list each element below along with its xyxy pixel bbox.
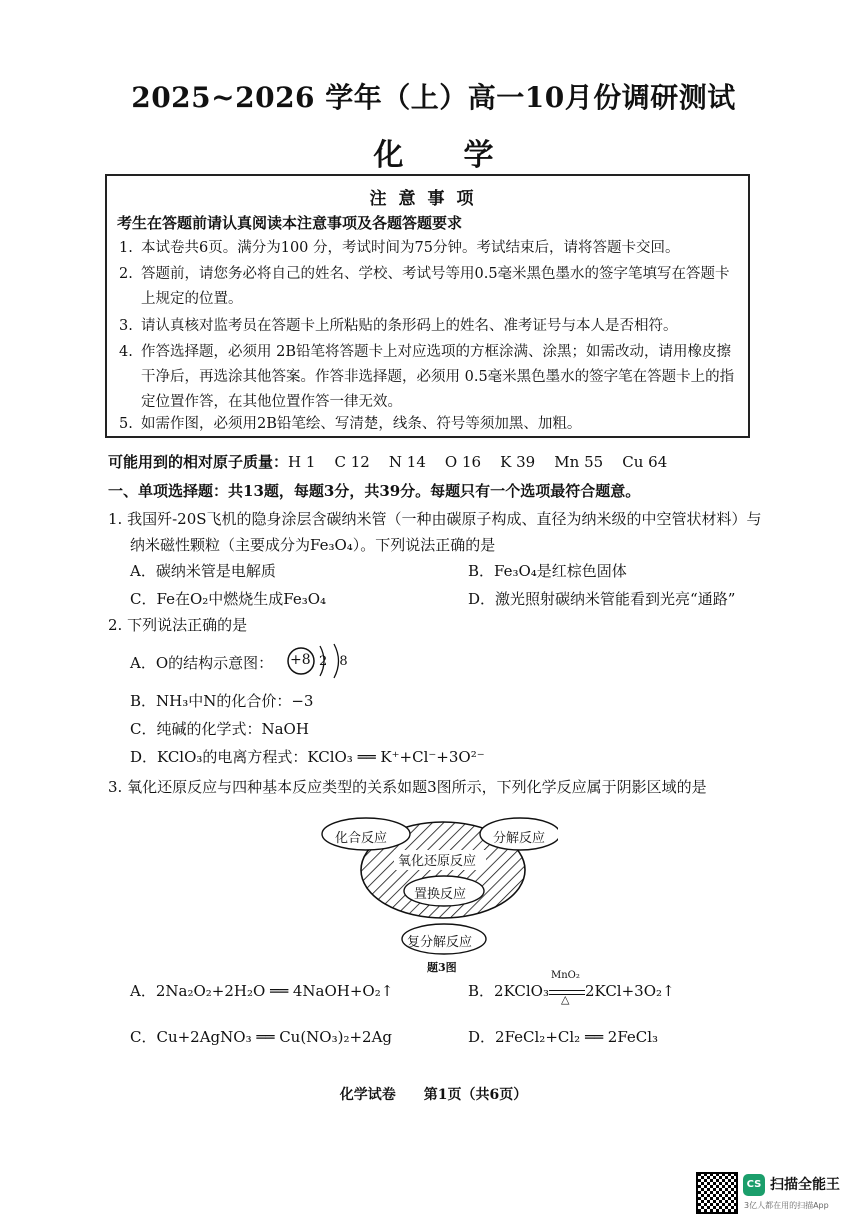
notice-item [119,314,741,339]
notice-item-text: 答题前，请您务必将自己的姓名、学校、考试号等用0.5毫米黑色墨水的签字笔填写在答题卡上规定的位置。 [141,266,730,307]
notice-item-num: 1. [119,240,133,256]
question-1 [108,506,788,532]
camscanner-logo: CS [743,1174,765,1196]
camscanner-name: 扫描全能王 [770,1177,840,1193]
q2-option-b: B．NH₃中N的化合价：−3 [130,692,314,710]
notice-item-text: 请认真核对监考员在答题卡上所粘贴的条形码上的姓名、准考证号与本人是否相符。 [141,318,678,334]
notice-item-num: 5. [119,416,133,432]
question-stem: 我国歼-20S飞机的隐身涂层含碳纳米管（一种由碳原子构成、直径为纳米级的中空管状材料）与 [127,510,762,528]
camscanner-tagline: 3亿人都在用的扫描App [744,1201,829,1210]
notice-heading: 注意事项 [369,189,486,209]
question-3 [108,774,707,800]
notice-intro: 考生在答题前请认真阅读本注意事项及各题答题要求 [117,214,463,232]
exam-title: 2025~2026 学年（上）高一10月份调研测试 [131,81,736,114]
q3-option-b-reactant: B．2KClO₃ [468,982,549,1000]
atomic-masses-label: 可能用到的相对原子质量： [108,453,289,471]
notice-item-text: 本试卷共6页。满分为100 分，考试时间为75分钟。考试结束后，请将答题卡交回。 [141,240,680,256]
notice-box [105,174,750,438]
q2-option-d: D．KClO₃的电离方程式：KClO₃ ══ K⁺+Cl⁻+3O²⁻ [130,748,485,766]
q1-option-a: A．碳纳米管是电解质 [130,562,276,580]
q1-option-c: C．Fe在O₂中燃烧生成Fe₃O₄ [130,590,327,608]
section-heading: 一、单项选择题：共13题，每题3分，共39分。每题只有一个选项最符合题意。 [108,482,641,500]
question-stem: 氧化还原反应与四种基本反应类型的关系如题3图所示，下列化学反应属于阴影区域的是 [127,778,707,796]
q3-option-b [468,970,675,1006]
nucleus-charge: +8 [290,652,311,668]
question-2 [108,612,247,638]
electron-shells: 2 8 [319,654,352,669]
double-decomposition-label: 复分解反应 [407,935,473,950]
q2-option-a: A．O的结构示意图： [130,654,274,672]
q3-option-b-product: 2KCl+3O₂↑ [584,982,675,1000]
question-1-stem-line2: 纳米磁性颗粒（主要成分为Fe₃O₄）。下列说法正确的是 [130,536,496,554]
figure-caption: 题3图 [427,961,457,974]
page-footer [0,1084,867,1104]
notice-item-num: 3. [119,318,133,334]
notice-item-num: 4. [119,344,133,360]
notice-item-num: 2. [119,266,133,282]
redox-label: 氧化还原反应 [398,854,477,869]
displacement-label: 置换反应 [414,887,467,902]
notice-item-text: 如需作图，必须用2B铅笔绘、写清楚，线条、符号等须加黑、加粗。 [141,416,582,432]
catalyst-label: MnO₂ [550,970,580,981]
reaction-condition [549,970,585,1006]
notice-item-text: 作答选择题，必须用 2B铅笔将答题卡上对应选项的方框涂满、涂黑；如需改动，请用橡皮擦干净后，再选涂其他答案。作答非选择题，必须用 0.5毫米黑色墨水的签字笔在答题卡上的指定位置作答，在其他位置作答一律无效。 [141,344,735,410]
qr-code [696,1172,738,1214]
question-num: 3. [108,778,123,796]
q1-option-b: B．Fe₃O₄是红棕色固体 [468,562,627,580]
q1-option-d: D．激光照射碳纳米管能看到光亮“通路” [468,590,736,608]
question-num: 2. [108,616,123,634]
notice-item [119,340,741,415]
q2-option-c: C．纯碱的化学式：NaOH [130,720,309,738]
atomic-masses-values: H 1 C 12 N 14 O 16 K 39 Mn 55 Cu 64 [288,453,668,471]
equals-line-top [549,990,585,991]
q3-option-d: D．2FeCl₂+Cl₂ ══ 2FeCl₃ [468,1028,659,1046]
notice-item [119,262,741,312]
q3-option-c: C．Cu+2AgNO₃ ══ Cu(NO₃)₂+2Ag [130,1028,393,1046]
atomic-masses [108,451,667,472]
footer-paper: 化学试卷 [339,1087,396,1103]
subject-title: 化学 [373,138,554,173]
notice-item [119,236,741,261]
heat-symbol: △ [560,993,570,1006]
question-num: 1. [108,510,123,528]
decomposition-label: 分解反应 [493,831,546,846]
q3-option-a: A．2Na₂O₂+2H₂O ══ 4NaOH+O₂↑ [130,982,394,1000]
question-stem: 下列说法正确的是 [127,616,248,634]
notice-item [119,412,741,437]
footer-page: 第1页（共6页） [423,1087,528,1103]
combination-label: 化合反应 [335,831,388,846]
